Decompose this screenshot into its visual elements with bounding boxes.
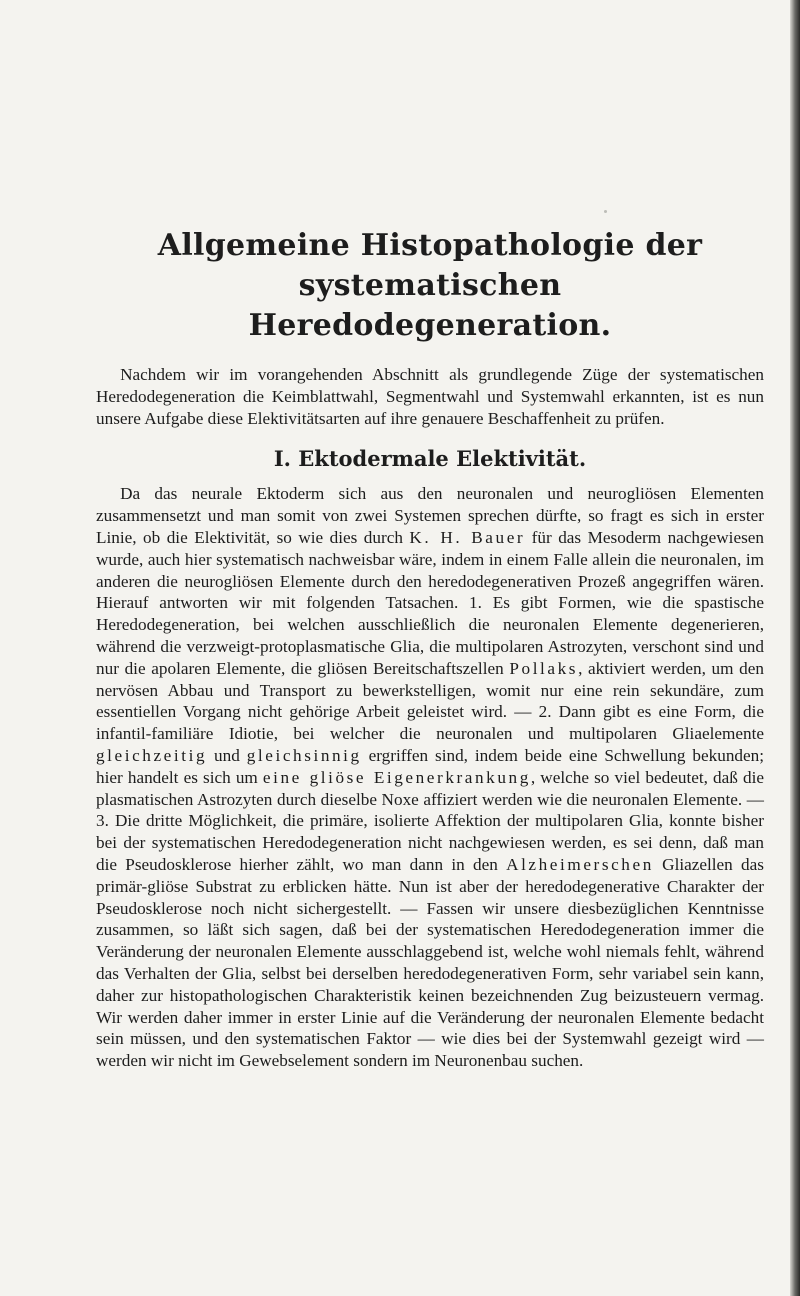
page-content — [96, 226, 764, 1072]
emphasis-gleichsinnig: gleichsinnig — [246, 745, 362, 765]
intro-paragraph: Nachdem wir im vorangehenden Abschnitt als grundlegende Züge der systematischen Heredodegeneration die Keimblattwahl, Segmentwahl und Systemwahl erkannten, ist es nun unsere Aufgabe diese Elektivitätsarten auf ihre genauere Beschaffenheit zu prüfen. — [96, 365, 764, 428]
body-paragraph — [96, 483, 764, 1072]
body-text-1: Da das neurale Ektoderm sich aus den neuronalen und neurogliösen Elementen zusammensetzt und man somit von zwei Systemen sprechen dürfte, so fragt es sich in erster Linie, ob die Elektivität, so wie dies durch — [96, 484, 764, 547]
print-speck — [604, 210, 607, 213]
body-text-2: für das Mesoderm nachgewiesen wurde, auch hier systematisch nachweisbar wäre, indem in einem Falle allein die neuronalen, im anderen die neurogliösen Elemente durch den heredodegenerativen Prozeß angegriffen wären. Hierauf antworten wir mit folgenden Tatsachen. 1. Es gibt Formen, wie die spastische Heredodegeneration, bei welchen ausschließlich die neuronalen Elemente degenerieren, während die verzweigt-protoplasmatische Glia, die multipolaren Astrozyten, verschont sind und nur die apolaren Elemente, die gliösen Bereitschaftszellen — [96, 527, 764, 678]
author-name-alzheimer: Alzheimerschen — [506, 854, 654, 874]
body-text-4: ergriffen sind, indem beide eine Schwellung bekunden; hier handelt es sich um — [96, 745, 765, 787]
body-text-5: , welche so viel bedeutet, daß die plasmatischen Astrozyten durch dieselbe Noxe affiziert werden wie die neuronalen Elemente. — 3. Die dritte Möglichkeit, die primäre, isolierte Affektion der multipolaren Glia, konnte bisher bei der systematischen Heredodegeneration nicht nachgewiesen werden, es sei denn, daß man die Pseudosklerose hierher zählt, wo man dann in den — [96, 767, 764, 874]
chapter-title-line-2: Heredodegeneration. — [248, 308, 612, 343]
author-name-pollaks: Pollaks — [509, 658, 579, 678]
emphasis-eigenerkrankung: eine gliöse Eigenerkrankung — [262, 767, 531, 787]
chapter-title-line-1: Allgemeine Histopathologie der systematischen — [157, 228, 703, 303]
body-text-and: und — [207, 745, 247, 765]
section-heading: I. Ektodermale Elektivität. — [273, 446, 587, 472]
body-text-3: , aktiviert werden, um den nervösen Abbau und Transport zu bewerkstelligen, womit nur eine rein sekundäre, zum essentiellen Vorgang nicht gehörige Arbeit geleistet wird. — 2. Dann gibt es eine Form, die infantil-familiäre Idiotie, bei welcher die neuronalen und multipolaren Gliaelemente — [96, 658, 764, 744]
page-edge-shadow — [790, 0, 800, 1296]
emphasis-gleichzeitig: gleichzeitig — [96, 745, 208, 765]
body-text-6: Gliazellen das primär-gliöse Substrat zu erblicken hätte. Nun ist aber der heredodegenerative Charakter der Pseudosklerose noch nicht sichergestellt. — Fassen wir unsere diesbezüglichen Kenntnisse zusammen, so läßt sich sagen, daß bei der systematischen Heredodegeneration immer die Veränderung der neuronalen Elemente ausschlaggebend ist, welche wohl niemals fehlt, während das Verhalten der Glia, selbst bei derselben heredodegenerativen Form, sehr variabel sein kann, daher zur histopathologischen Charakteristik keinen bezeichnenden Zug beizusteuern vermag. Wir werden daher immer in erster Linie auf die Veränderung der neuronalen Elemente bedacht sein müssen, und den systematischen Faktor — wie dies bei der Systemwahl gezeigt wird — werden wir nicht im Gewebselement sondern im Neuronenbau suchen. — [96, 854, 764, 1071]
author-name-bauer: K. H. Bauer — [409, 527, 526, 547]
chapter-title — [96, 226, 764, 346]
